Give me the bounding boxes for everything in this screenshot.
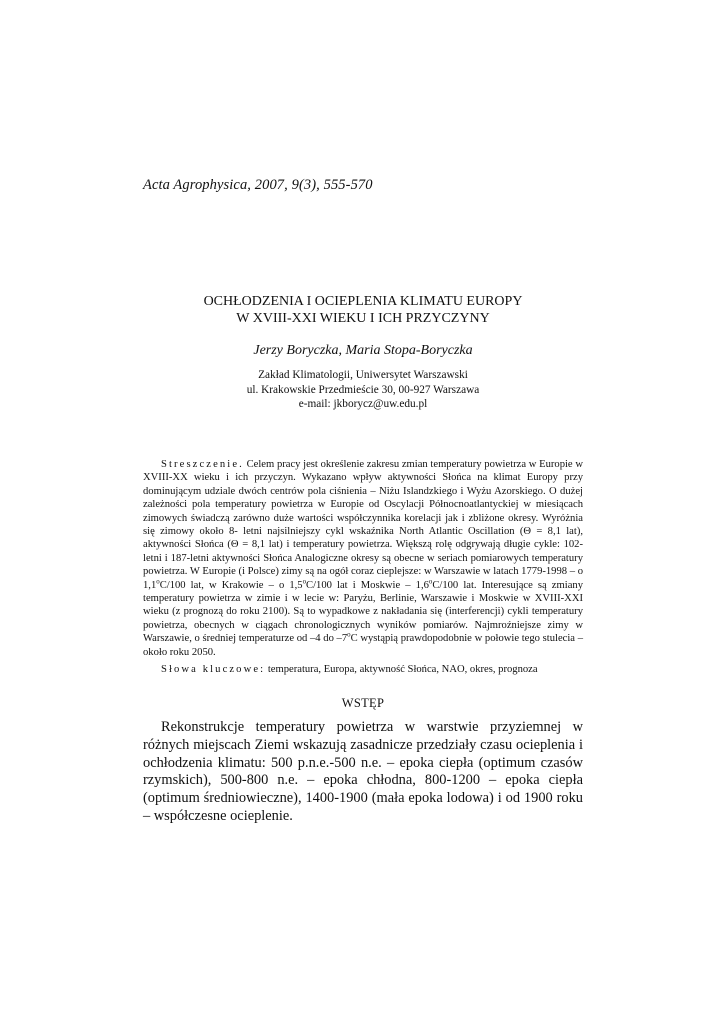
abstract bbox=[143, 458, 583, 677]
affiliation-email: e-mail: jkborycz@uw.edu.pl bbox=[298, 398, 428, 410]
section-heading: WSTĘP bbox=[341, 696, 385, 710]
abstract-text-e: C wystąpią prawdopodobnie w połowie tego stulecia – około roku 2050. bbox=[143, 633, 583, 658]
keywords-label: Słowa kluczowe: bbox=[161, 664, 266, 676]
abstract-text-a: Celem pracy jest określenie zakresu zmian temperatury powietrza w Europie w XVIII-XX wieku i ich przyczyn. Wykazano wpływ aktywności Słońca na klimat Europy przy dominującym udziale dwóch centrów pola ciśnienia – Niżu Islandzkiego i Wyżu Azorskiego. O dużej zależności pola temperatury powietrza w Europie od Oscylacji Północnoatlantyckiej w miesiącach zimowych świadczą zarówno duże wartości współczynnika korelacji jak i zbliżone okresy. Wyróżnia się zimowy około 8- letni najsilniejszy cykl wskaźnika North Atlantic Oscillation (Θ = 8,1 lat), aktywności Słońca (Θ = 8,1 lat) i temperatury powietrza. Większą rolę odgrywają długie cykle: 102-letni i 187-letni aktywności Słońca Analogiczne okresy są obecne w seriach pomiarowych temperatury powietrza. W Europie (i Polsce) zimy są na ogół coraz cieplejsze: w Warszawie w latach 1779-1998 – o 1,1 bbox=[143, 459, 583, 591]
affiliation-address: ul. Krakowskie Przedmieście 30, 00-927 Warszawa bbox=[246, 383, 480, 396]
abstract-text-d: C/100 lat. Interesujące są zmiany temperatury powietrza w zimie i w lecie w: Paryżu, Berlinie, Warszawie i Moskwie w XVIII-XXI wieku (z prognozą do roku 2100). Są to wypadkowe z nakładania się (interferencji) cykli temperatury powietrza, obecnych w ciągach chronologicznych wyników pomiarów. Najmroźniejsze zimy w Warszawie, o średniej temperaturze od –4 do –7 bbox=[143, 579, 583, 645]
abstract-text-c: C/100 lat i Moskwie – 1,6 bbox=[306, 579, 429, 591]
degree-sign: o bbox=[347, 631, 351, 639]
authors: Jerzy Boryczka, Maria Stopa-Boryczka bbox=[253, 343, 473, 358]
journal-reference: Acta Agrophysica, 2007, 9(3), 555-570 bbox=[143, 177, 373, 193]
degree-sign: o bbox=[428, 578, 433, 586]
title-line-1: OCHŁODZENIA I OCIEPLENIA KLIMATU EUROPY bbox=[203, 294, 523, 309]
abstract-paragraph bbox=[143, 458, 583, 659]
degree-sign: o bbox=[156, 578, 160, 586]
abstract-text-b: C/100 lat, w Krakowie – o 1,5 bbox=[159, 579, 303, 591]
abstract-label: Streszczenie. bbox=[161, 459, 244, 470]
keywords bbox=[143, 663, 583, 676]
affiliation bbox=[143, 368, 583, 412]
body-text bbox=[143, 719, 583, 826]
keywords-text: temperatura, Europa, aktywność Słońca, NAO, okres, prognoza bbox=[267, 664, 538, 676]
paper-title bbox=[143, 293, 583, 327]
body-paragraph: Rekonstrukcje temperatury powietrza w warstwie przyziemnej w różnych miejscach Ziemi wskazują zasadnicze przedziały czasu ocieplenia i ochłodzenia klimatu: 500 p.n.e.-500 n.e. – epoka ciepła (optimum czasów rzymskich), 500-800 n.e. – epoka chłodna, 800-1200 – epoka ciepła (optimum średniowieczne), 1400-1900 (mała epoka lodowa) i od 1900 roku – współczesne ocieplenie. bbox=[143, 719, 583, 824]
degree-sign: o bbox=[302, 578, 307, 586]
title-line-2: W XVIII-XXI WIEKU I ICH PRZYCZYNY bbox=[236, 311, 490, 326]
affiliation-institution: Zakład Klimatologii, Uniwersytet Warszawski bbox=[258, 369, 468, 381]
